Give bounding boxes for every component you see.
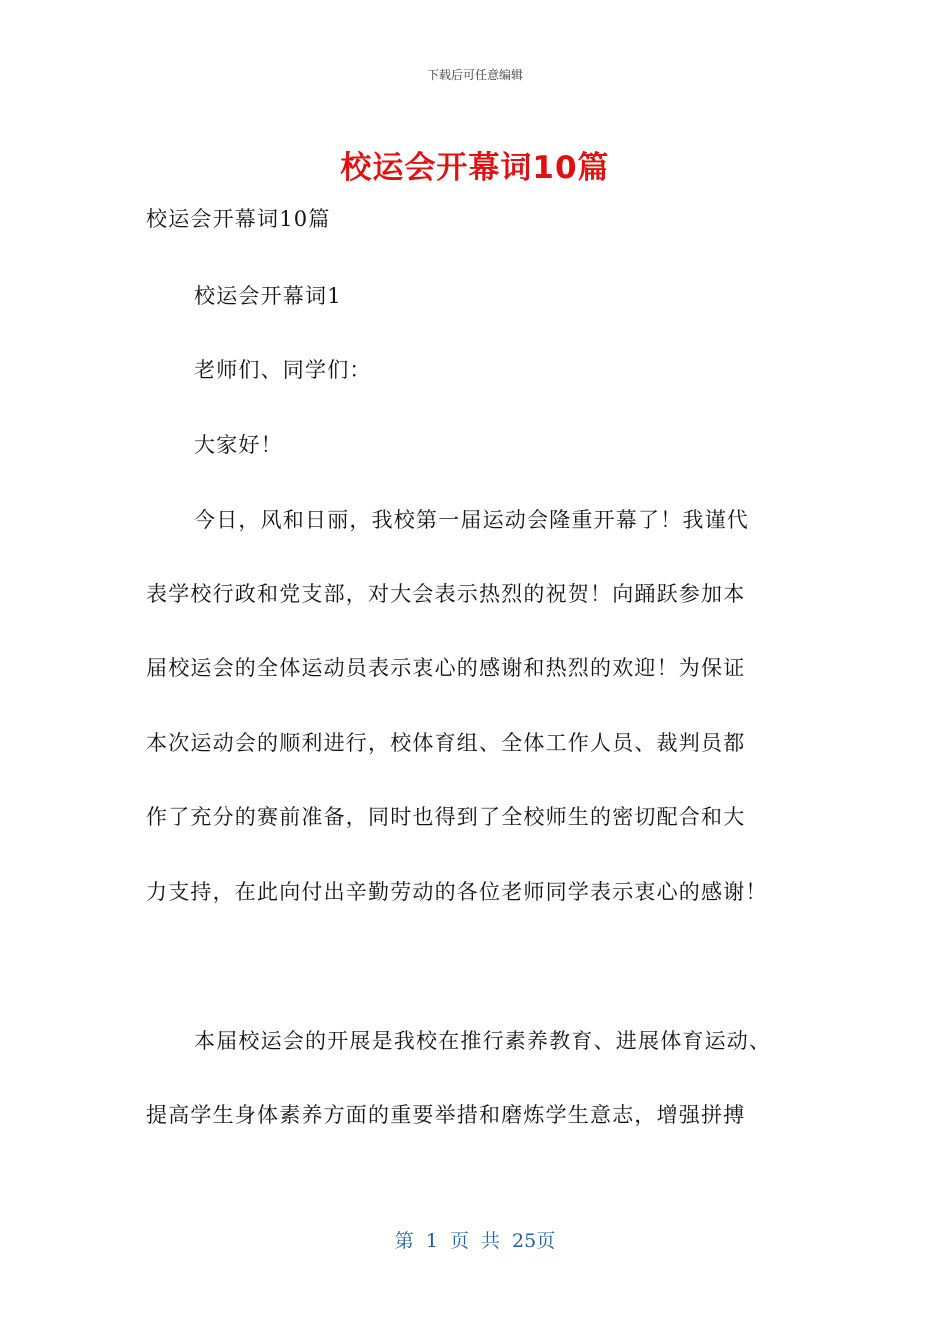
paragraph-line: 届校运会的全体运动员表示衷心的感谢和热烈的欢迎！为保证 (146, 656, 746, 680)
document-title: 校运会开幕词10篇 (340, 150, 610, 186)
paragraph-line: 作了充分的赛前准备，同时也得到了全校师生的密切配合和大 (146, 805, 746, 829)
page-number: 第 1 页 共 25页 (394, 1230, 556, 1252)
section-heading: 校运会开幕词1 (194, 284, 342, 308)
paragraph-line: 提高学生身体素养方面的重要举措和磨炼学生意志，增强拼搏 (146, 1103, 746, 1127)
paragraph-line: 力支持，在此向付出辛勤劳动的各位老师同学表示衷心的感谢！ (146, 880, 768, 904)
paragraph-line: 表学校行政和党支部，对大会表示热烈的祝贺！向踊跃参加本 (146, 582, 746, 606)
greeting: 大家好！ (194, 433, 283, 457)
header-note: 下载后可任意编辑 (426, 68, 523, 82)
salutation: 老师们、同学们： (194, 358, 372, 382)
paragraph-line: 本届校运会的开展是我校在推行素养教育、进展体育运动、 (194, 1029, 772, 1053)
paragraph-line: 本次运动会的顺利进行，校体育组、全体工作人员、裁判员都 (146, 731, 746, 755)
document-subtitle: 校运会开幕词10篇 (146, 207, 331, 231)
paragraph-line: 今日，风和日丽，我校第一届运动会隆重开幕了！我谨代 (194, 508, 749, 532)
